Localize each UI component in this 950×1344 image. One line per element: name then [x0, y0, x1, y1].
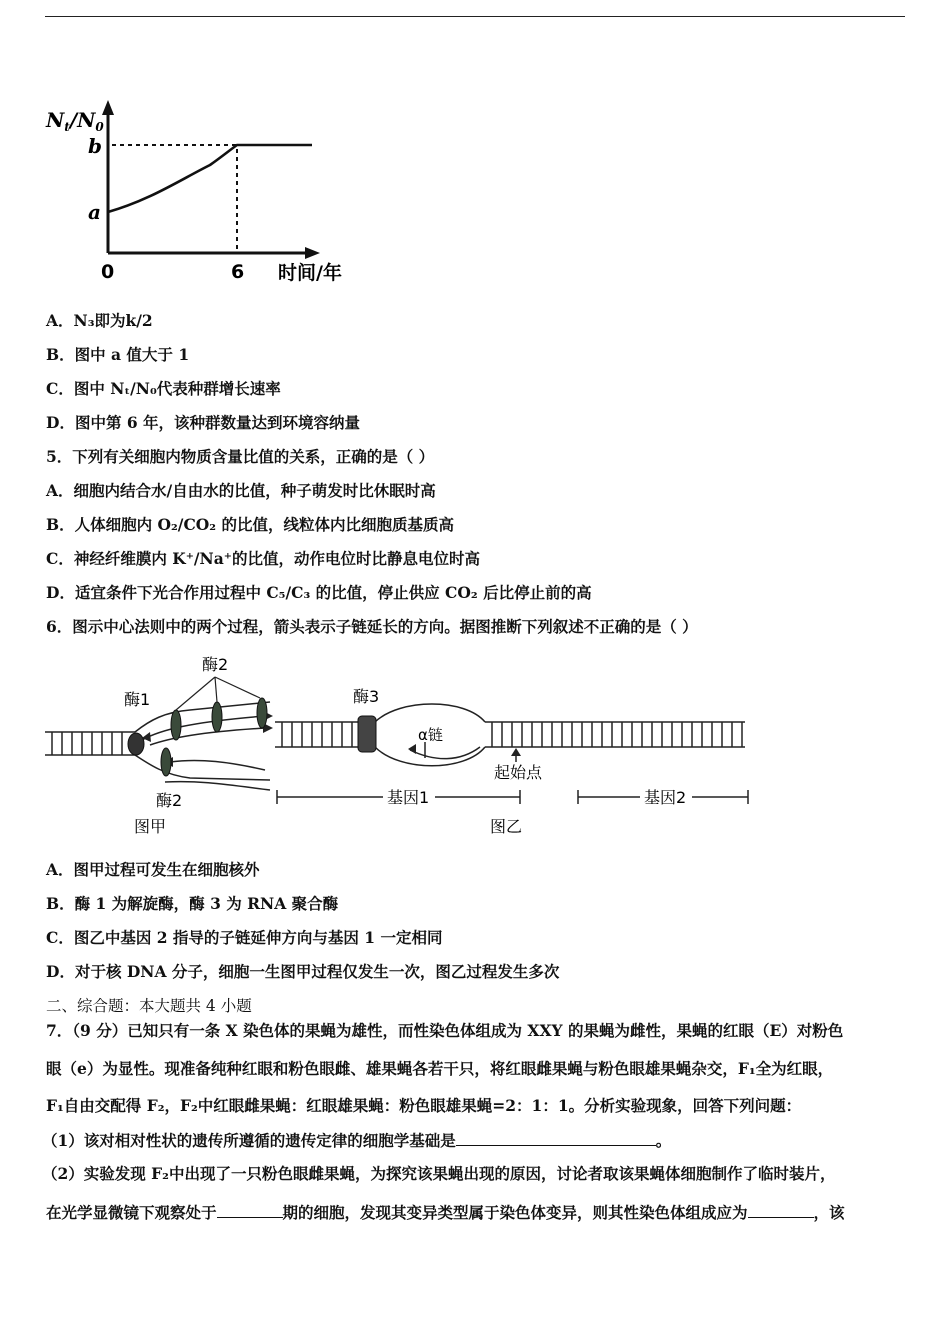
q4-option-a: A．N₃即为k/2 — [46, 311, 153, 330]
label-enzyme1: 酶1 — [124, 690, 151, 709]
label-fig-b: 图乙 — [490, 817, 523, 836]
label-enzyme2-bottom: 酶2 — [156, 791, 183, 810]
x-tick-6: 6 — [231, 261, 245, 283]
section-heading: 二、综合题：本大题共 4 小题 — [46, 997, 252, 1015]
q7-sub2-line1: （2）实验发现 F₂中出现了一只粉色眼雌果蝇，为探究该果蝇出现的原因，讨论者取该果蝇体细胞制作了临时装片， — [42, 1164, 836, 1183]
q7-sub1-end: 。 — [655, 1131, 672, 1150]
label-start-point: 起始点 — [494, 763, 543, 782]
q7-line1: 7．（9 分）已知只有一条 X 染色体的果蝇为雄性，而性染色体组成为 XXY 的果蝇为雌性，果蝇的红眼（E）对粉色 — [46, 1021, 844, 1040]
q7-sub2-text-c: ，该 — [813, 1203, 845, 1222]
q7-sub1-blank[interactable] — [456, 1130, 656, 1146]
q5-option-c: C．神经纤维膜内 K⁺/Na⁺的比值，动作电位时比静息电位时高 — [46, 549, 480, 568]
x-axis-label: 时间/年 — [278, 262, 342, 284]
q7-sub1 — [42, 1130, 671, 1151]
label-gene1: 基因1 — [387, 788, 430, 807]
q6-option-d: D．对于核 DNA 分子，细胞一生图甲过程仅发生一次，图乙过程发生多次 — [46, 962, 560, 981]
tick-b: b — [88, 134, 102, 158]
q6-option-a: A．图甲过程可发生在细胞核外 — [46, 860, 260, 879]
growth-curve-figure — [40, 95, 370, 290]
label-enzyme2-top: 酶2 — [202, 655, 229, 674]
q7-sub1-text: （1）该对相对性状的遗传所遵循的遗传定律的细胞学基础是 — [42, 1131, 456, 1150]
q7-line2: 眼（e）为显性。现准备纯种红眼和粉色眼雌、雄果蝇各若干只，将红眼雌果蝇与粉色眼雄果蝇杂交，F₁全为红眼， — [46, 1059, 834, 1078]
q7-line3: F₁自由交配得 F₂，F₂中红眼雌果蝇：红眼雄果蝇：粉色眼雄果蝇=2：1：1。分析实验现象，回答下列问题： — [46, 1096, 802, 1115]
q7-sub2-text-a: 在光学显微镜下观察处于 — [46, 1203, 217, 1222]
central-dogma-diagram — [40, 650, 760, 845]
q6-option-c: C．图乙中基因 2 指导的子链延伸方向与基因 1 一定相同 — [46, 928, 443, 947]
figure-a — [45, 702, 270, 790]
q6-stem: 6．图示中心法则中的两个过程，箭头表示子链延长的方向。据图推断下列叙述不正确的是（ ） — [46, 617, 698, 636]
figure-b — [275, 704, 745, 766]
label-gene2: 基因2 — [644, 788, 687, 807]
q5-option-a: A．细胞内结合水/自由水的比值，种子萌发时比休眠时高 — [46, 481, 436, 500]
x-origin: 0 — [101, 261, 115, 283]
q4-option-c: C．图中 Nₜ/N₀代表种群增长速率 — [46, 379, 281, 398]
q4-option-b: B．图中 a 值大于 1 — [46, 345, 190, 364]
label-enzyme3: 酶3 — [353, 687, 380, 706]
q7-sub2-line2 — [46, 1202, 845, 1223]
q5-option-d: D．适宜条件下光合作用过程中 C₅/C₃ 的比值，停止供应 CO₂ 后比停止前的高 — [46, 583, 592, 602]
y-axis-label: $N_t/N_0$ — [46, 108, 104, 134]
label-fig-a: 图甲 — [134, 817, 167, 836]
q4-option-d: D．图中第 6 年，该种群数量达到环境容纳量 — [46, 413, 361, 432]
label-alpha-chain: α链 — [418, 726, 443, 744]
header-rule — [45, 16, 905, 17]
q7-sub2-text-b: 期的细胞，发现其变异类型属于染色体变异，则其性染色体组成应为 — [282, 1203, 748, 1222]
tick-a: a — [88, 200, 101, 224]
q7-sub2-blank-1[interactable] — [217, 1202, 283, 1218]
q7-sub2-blank-2[interactable] — [748, 1202, 814, 1218]
q5-stem: 5．下列有关细胞内物质含量比值的关系，正确的是（ ） — [46, 447, 435, 466]
q6-option-b: B．酶 1 为解旋酶，酶 3 为 RNA 聚合酶 — [46, 894, 339, 913]
q5-option-b: B．人体细胞内 O₂/CO₂ 的比值，线粒体内比细胞质基质高 — [46, 515, 454, 534]
